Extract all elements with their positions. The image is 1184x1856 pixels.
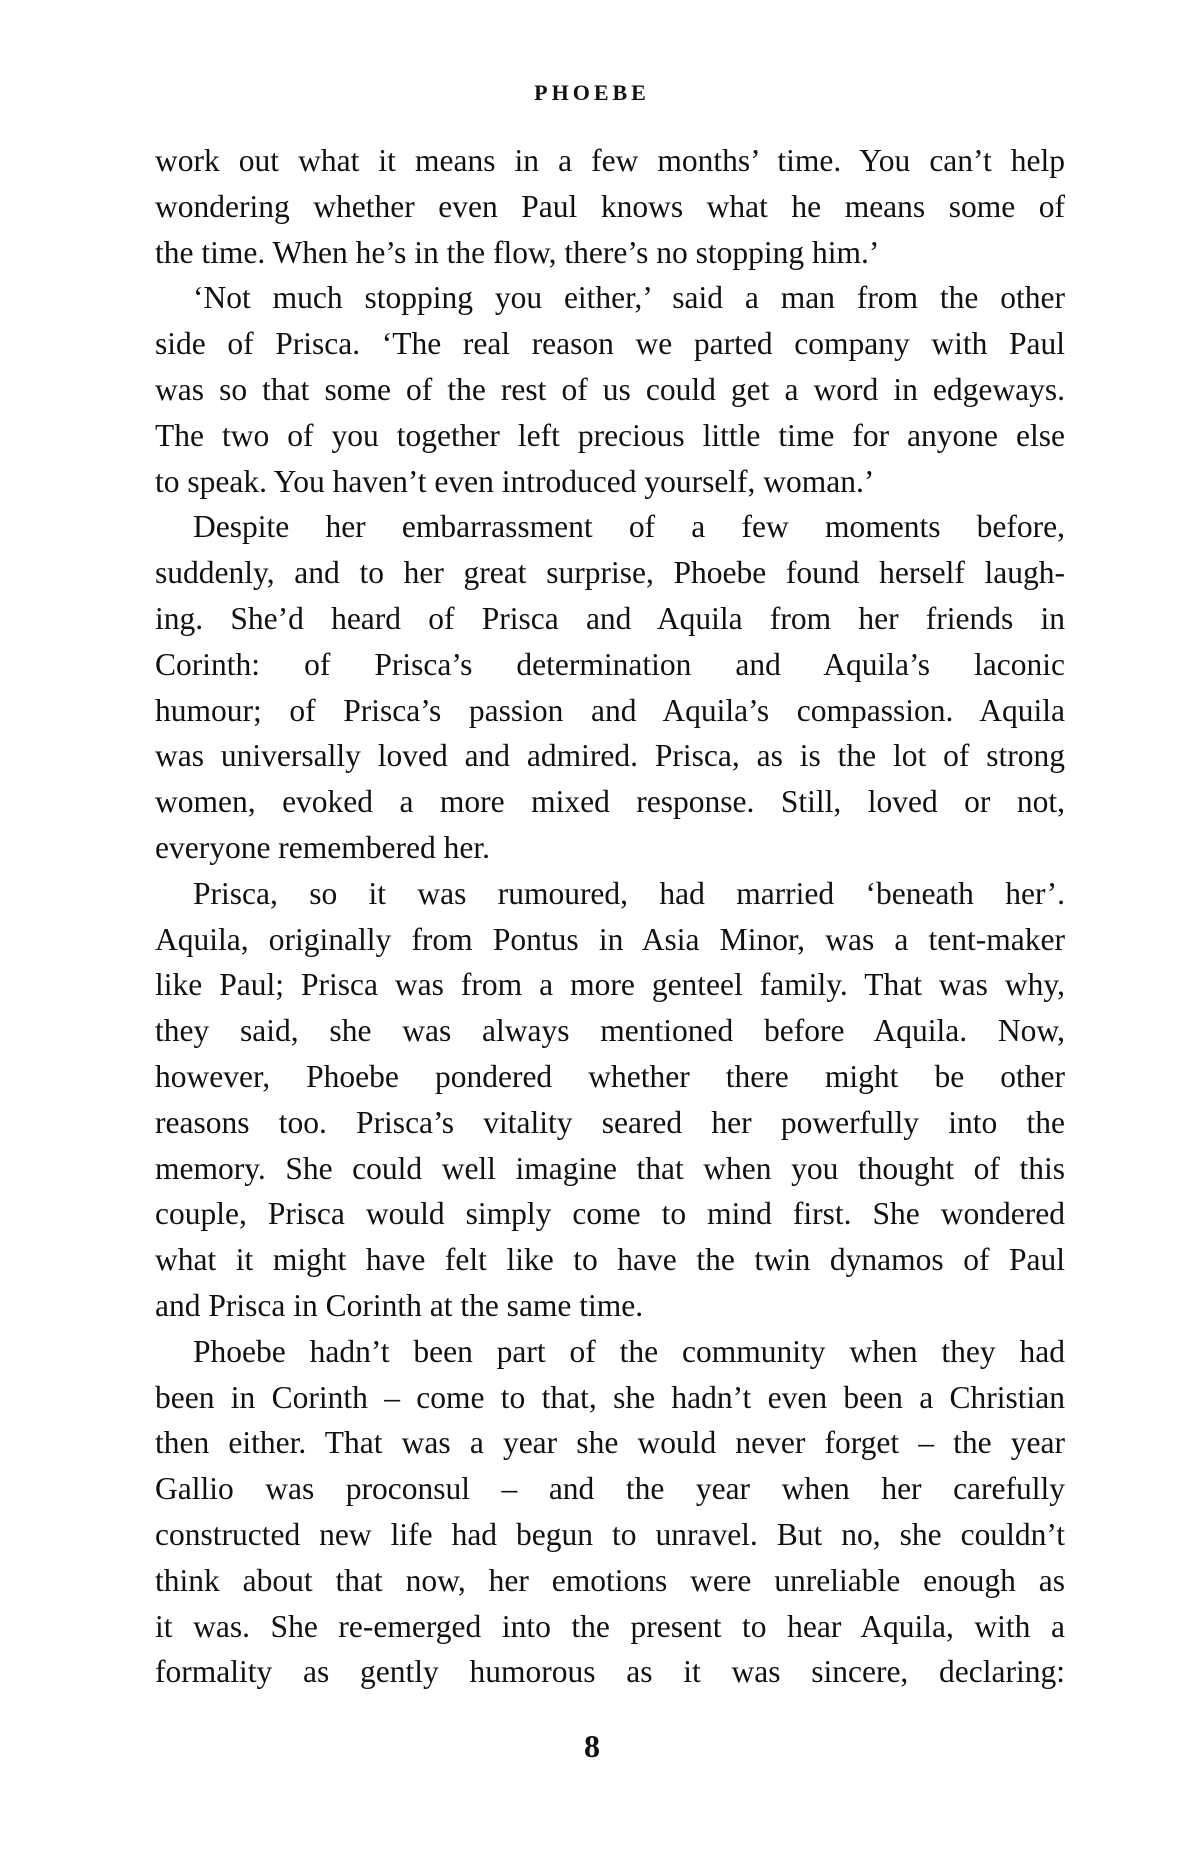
body-text — [155, 138, 1065, 1695]
text-line: humour; of Prisca’s passion and Aquila’s compassion. Aquila — [155, 692, 1065, 728]
page-number: 8 — [584, 1728, 600, 1764]
text-line: it was. She re-emerged into the present to hear Aquila, with a — [155, 1608, 1065, 1644]
text-line: everyone remembered her. — [155, 829, 490, 865]
text-line: think about that now, her emotions were unreliable enough as — [155, 1562, 1065, 1598]
text-line: like Paul; Prisca was from a more genteel family. That was why, — [155, 967, 1065, 1003]
text-line: they said, she was always mentioned before Aquila. Now, — [155, 1013, 1065, 1049]
text-line: Despite her embarrassment of a few moments before, — [193, 509, 1065, 545]
text-line: been in Corinth – come to that, she hadn’t even been a Christian — [155, 1379, 1065, 1415]
text-line: The two of you together left precious little time for anyone else — [155, 417, 1065, 453]
text-line: Prisca, so it was rumoured, had married ‘beneath her’. — [193, 875, 1065, 911]
text-line: then either. That was a year she would never forget – the year — [155, 1425, 1065, 1461]
paragraph — [155, 504, 1065, 870]
paragraph — [155, 1329, 1065, 1695]
text-line: formality as gently humorous as it was sincere, declaring: — [155, 1654, 1065, 1690]
text-line: to speak. You haven’t even introduced yourself, woman.’ — [155, 463, 875, 499]
text-line: Gallio was proconsul – and the year when her carefully — [155, 1471, 1065, 1507]
text-line: wondering whether even Paul knows what he means some of — [155, 188, 1065, 224]
text-line: what it might have felt like to have the twin dynamos of Paul — [155, 1242, 1065, 1278]
text-line: memory. She could well imagine that when you thought of this — [155, 1150, 1065, 1186]
paragraph — [155, 138, 1065, 275]
text-line: ing. She’d heard of Prisca and Aquila from her friends in — [155, 600, 1065, 636]
text-line: constructed new life had begun to unravel. But no, she couldn’t — [155, 1516, 1065, 1552]
text-line: Corinth: of Prisca’s determination and Aquila’s laconic — [155, 646, 1065, 682]
text-line: was so that some of the rest of us could get a word in edgeways. — [155, 371, 1065, 407]
text-line: couple, Prisca would simply come to mind first. She wondered — [155, 1196, 1065, 1232]
text-line: and Prisca in Corinth at the same time. — [155, 1287, 644, 1323]
text-line: the time. When he’s in the flow, there’s no stopping him.’ — [155, 234, 880, 270]
text-line: Phoebe hadn’t been part of the community when they had — [193, 1333, 1065, 1369]
paragraph — [155, 871, 1065, 1329]
text-line: side of Prisca. ‘The real reason we parted company with Paul — [155, 326, 1065, 362]
text-line: women, evoked a more mixed response. Still, loved or not, — [155, 784, 1065, 820]
text-line: Aquila, originally from Pontus in Asia Minor, was a tent-maker — [155, 921, 1065, 957]
text-line: work out what it means in a few months’ time. You can’t help — [155, 143, 1065, 178]
running-head: PHOEBE — [534, 80, 650, 105]
text-line: ‘Not much stopping you either,’ said a man from the other — [193, 280, 1065, 316]
text-line: suddenly, and to her great surprise, Phoebe found herself laugh- — [155, 555, 1065, 591]
text-line: however, Phoebe pondered whether there might be other — [155, 1058, 1065, 1094]
paragraph — [155, 275, 1065, 504]
text-line: reasons too. Prisca’s vitality seared her powerfully into the — [155, 1104, 1065, 1140]
text-line: was universally loved and admired. Prisca, as is the lot of strong — [155, 738, 1065, 774]
